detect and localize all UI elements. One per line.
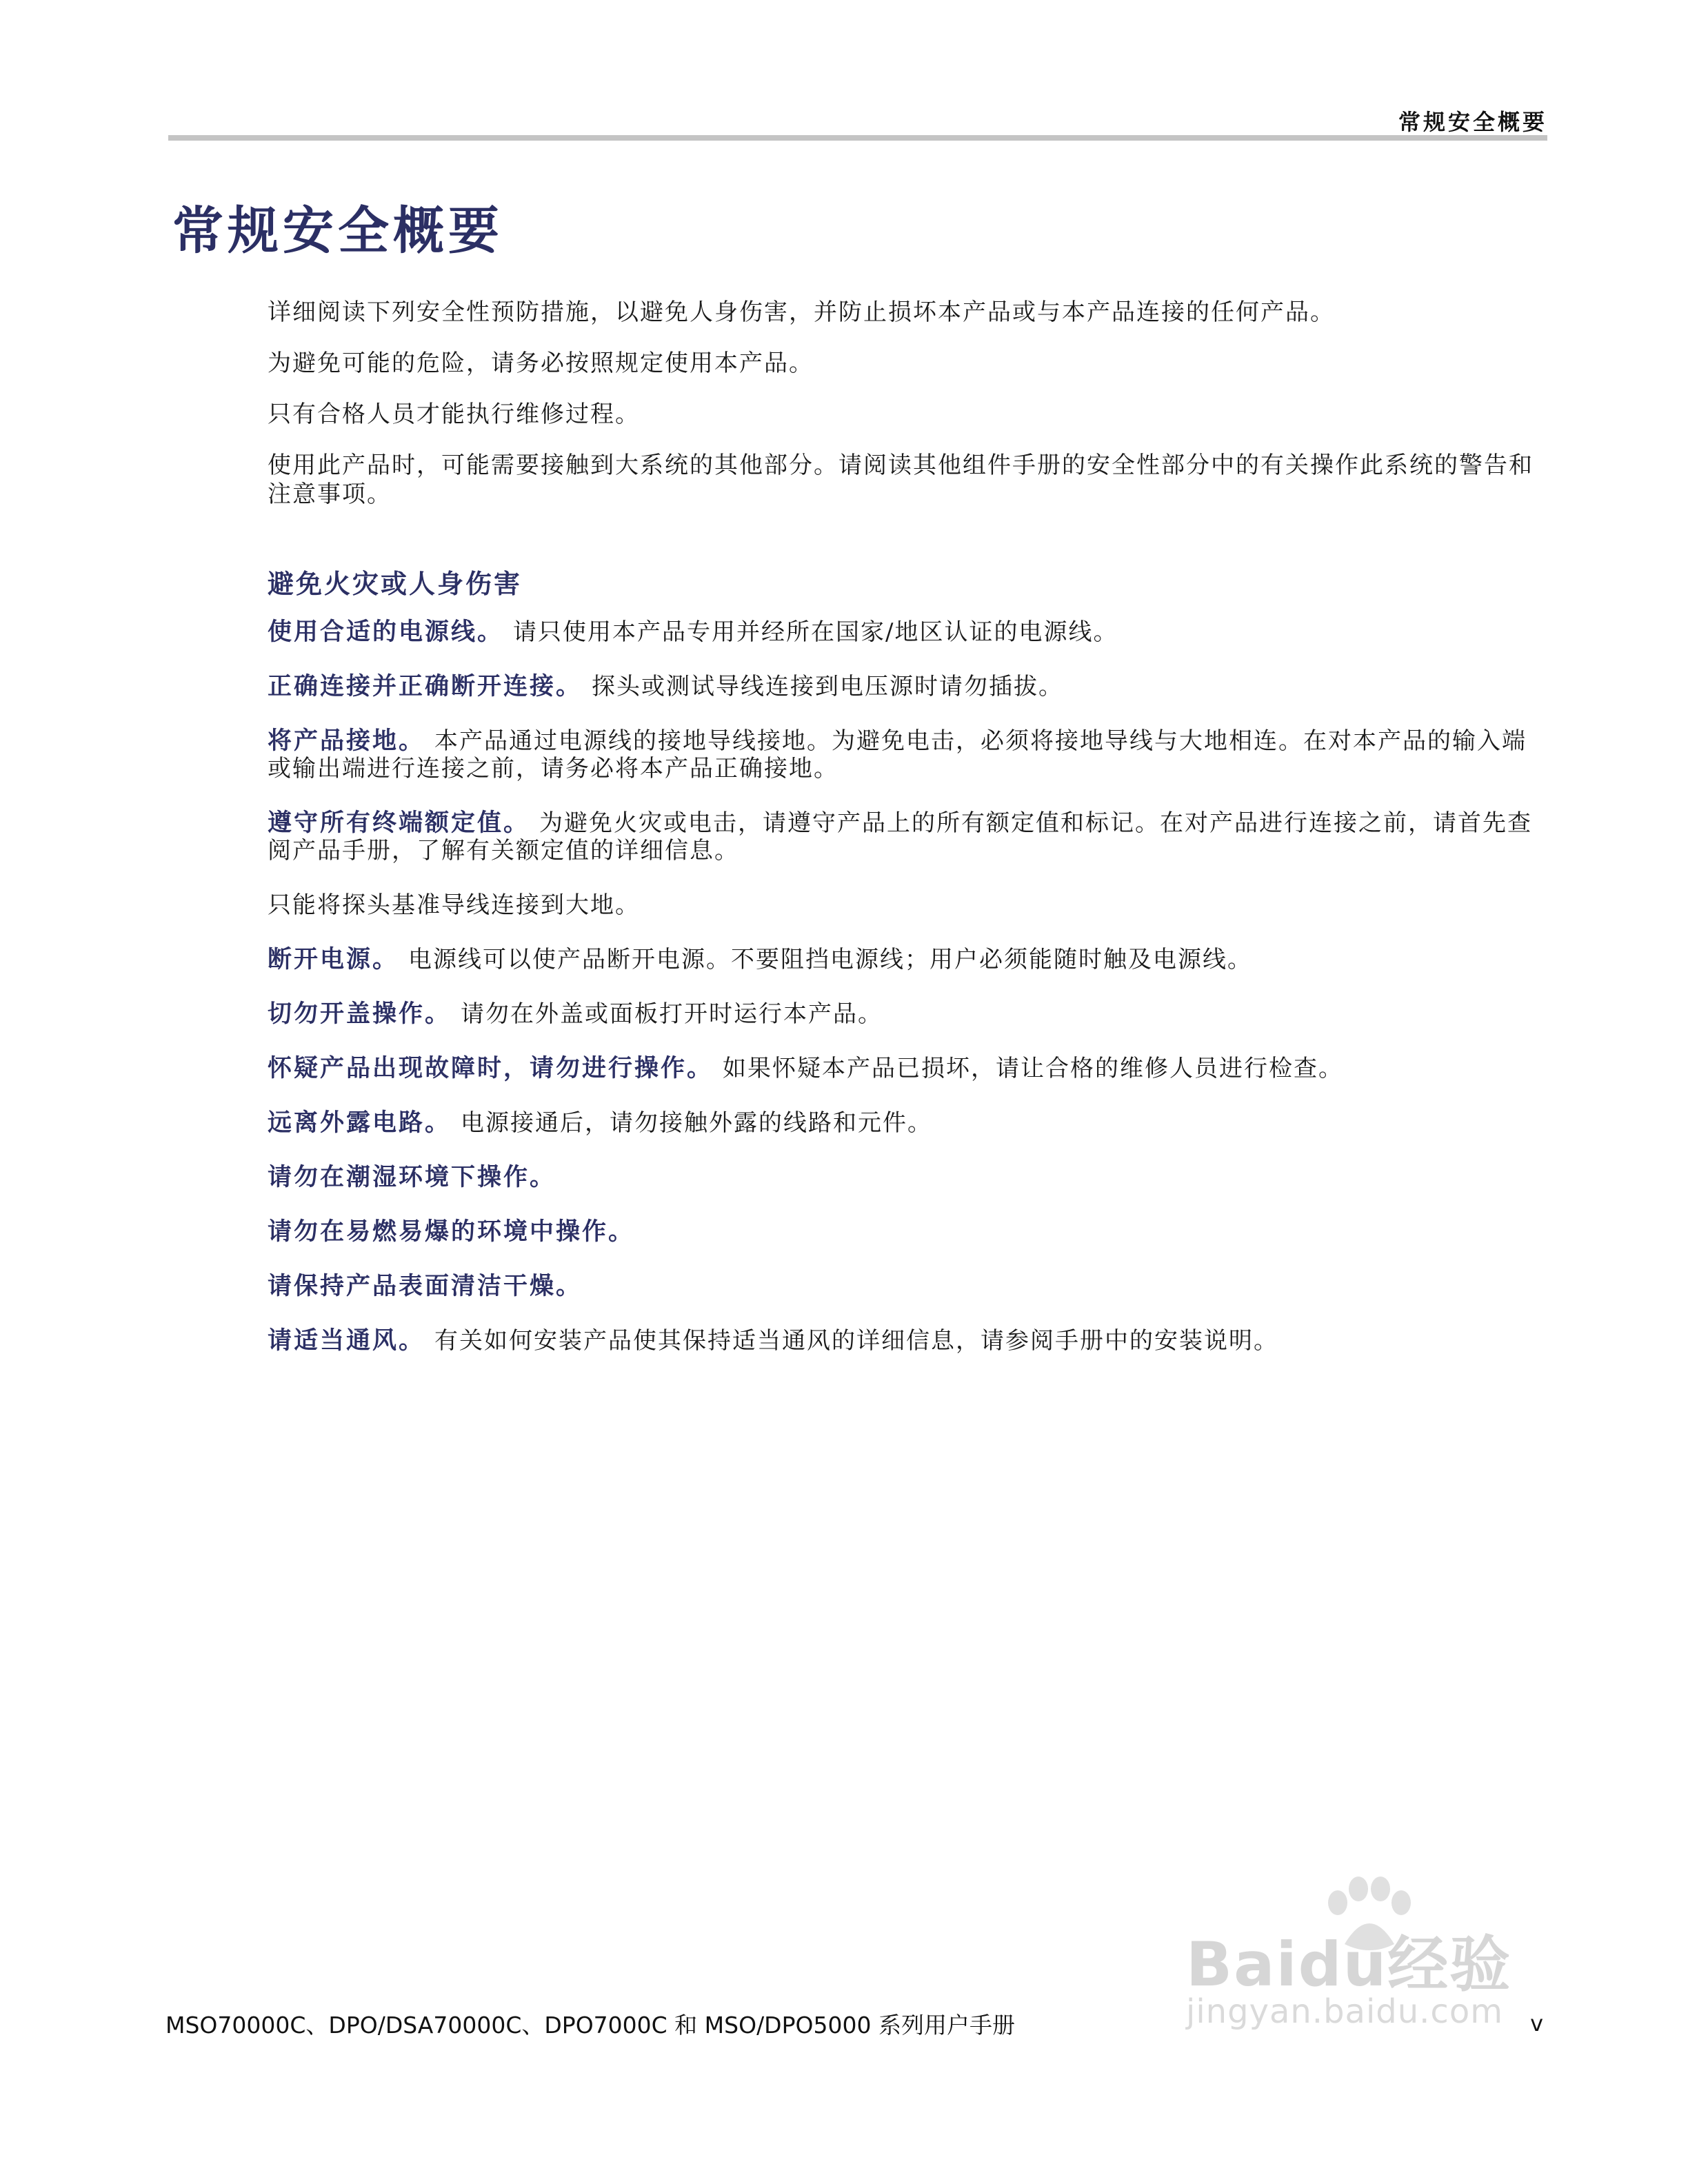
item-lead: 请勿在易燃易爆的环境中操作。 [268,1218,635,1246]
page-title: 常规安全概要 [172,201,503,261]
safety-item [268,1055,1536,1082]
item-lead: 请适当通风。 [268,1327,425,1355]
item-text: 请勿在外盖或面板打开时运行本产品。 [461,1000,883,1028]
item-text: 有关如何安装产品使其保持适当通风的详细信息，请参阅手册中的安装说明。 [434,1327,1279,1355]
page-number: v [1530,2010,1543,2036]
watermark-url: jingyan.baidu.com [1186,1992,1503,2031]
intro-paragraph: 为避免可能的危险，请务必按照规定使用本产品。 [268,350,814,377]
item-lead: 使用合适的电源线。 [268,618,504,646]
safety-item [268,1218,1536,1246]
item-text: 探头或测试导线连接到电压源时请勿插拔。 [592,673,1064,700]
intro-paragraph: 只有合格人员才能执行维修过程。 [268,401,640,428]
item-lead: 切勿开盖操作。 [268,1000,452,1028]
safety-item [268,618,1536,646]
watermark [1158,1889,1572,2048]
item-lead: 怀疑产品出现故障时，请勿进行操作。 [268,1055,714,1082]
safety-item [268,673,1536,700]
safety-item [268,891,1536,919]
safety-item [268,1000,1536,1028]
item-lead: 请保持产品表面清洁干燥。 [268,1273,583,1300]
header-rule [168,135,1547,141]
footer-title: MSO70000C、DPO/DSA70000C、DPO7000C 和 MSO/DPO5000 系列用户手册 [165,2012,1015,2039]
item-text: 为避免火灾或电击，请遵守产品上的所有额定值和标记。在对产品进行连接之前，请首先查阅产品手册，了解有关额定值的详细信息。 [268,809,1533,865]
intro-paragraph: 详细阅读下列安全性预防措施，以避免人身伤害，并防止损坏本产品或与本产品连接的任何产品。 [268,299,1335,326]
item-lead: 将产品接地。 [268,727,425,755]
item-lead: 正确连接并正确断开连接。 [268,673,583,700]
watermark-brand: Baidu经验 [1186,1929,1512,2000]
safety-item [268,727,1536,782]
item-lead: 远离外露电路。 [268,1109,452,1137]
safety-item [268,946,1536,973]
item-text: 本产品通过电源线的接地导线接地。为避免电击，必须将接地导线与大地相连。在对本产品的输入端或输出端进行连接之前，请务必将本产品正确接地。 [268,727,1527,782]
safety-item [268,1164,1536,1191]
item-text: 电源线可以使产品断开电源。不要阻挡电源线；用户必须能随时触及电源线。 [408,946,1253,973]
item-text: 只能将探头基准导线连接到大地。 [268,891,640,919]
item-text: 请只使用本产品专用并经所在国家/地区认证的电源线。 [513,618,1118,646]
item-lead: 遵守所有终端额定值。 [268,809,530,837]
safety-item [268,1327,1536,1355]
item-lead: 请勿在潮湿环境下操作。 [268,1164,556,1191]
content [268,298,1536,1382]
safety-item [268,1273,1536,1300]
safety-item [268,809,1536,865]
item-text: 电源接通后，请勿接触外露的线路和元件。 [461,1109,933,1137]
section-heading: 避免火灾或人身伤害 [268,569,523,599]
item-lead: 断开电源。 [268,946,399,973]
running-header: 常规安全概要 [1398,109,1547,135]
intro-paragraph: 使用此产品时，可能需要接触到大系统的其他部分。请阅读其他组件手册的安全性部分中的有关操作此系统的警告和注意事项。 [268,452,1534,508]
item-text: 如果怀疑本产品已损坏，请让合格的维修人员进行检查。 [723,1055,1344,1082]
safety-item [268,1109,1536,1137]
